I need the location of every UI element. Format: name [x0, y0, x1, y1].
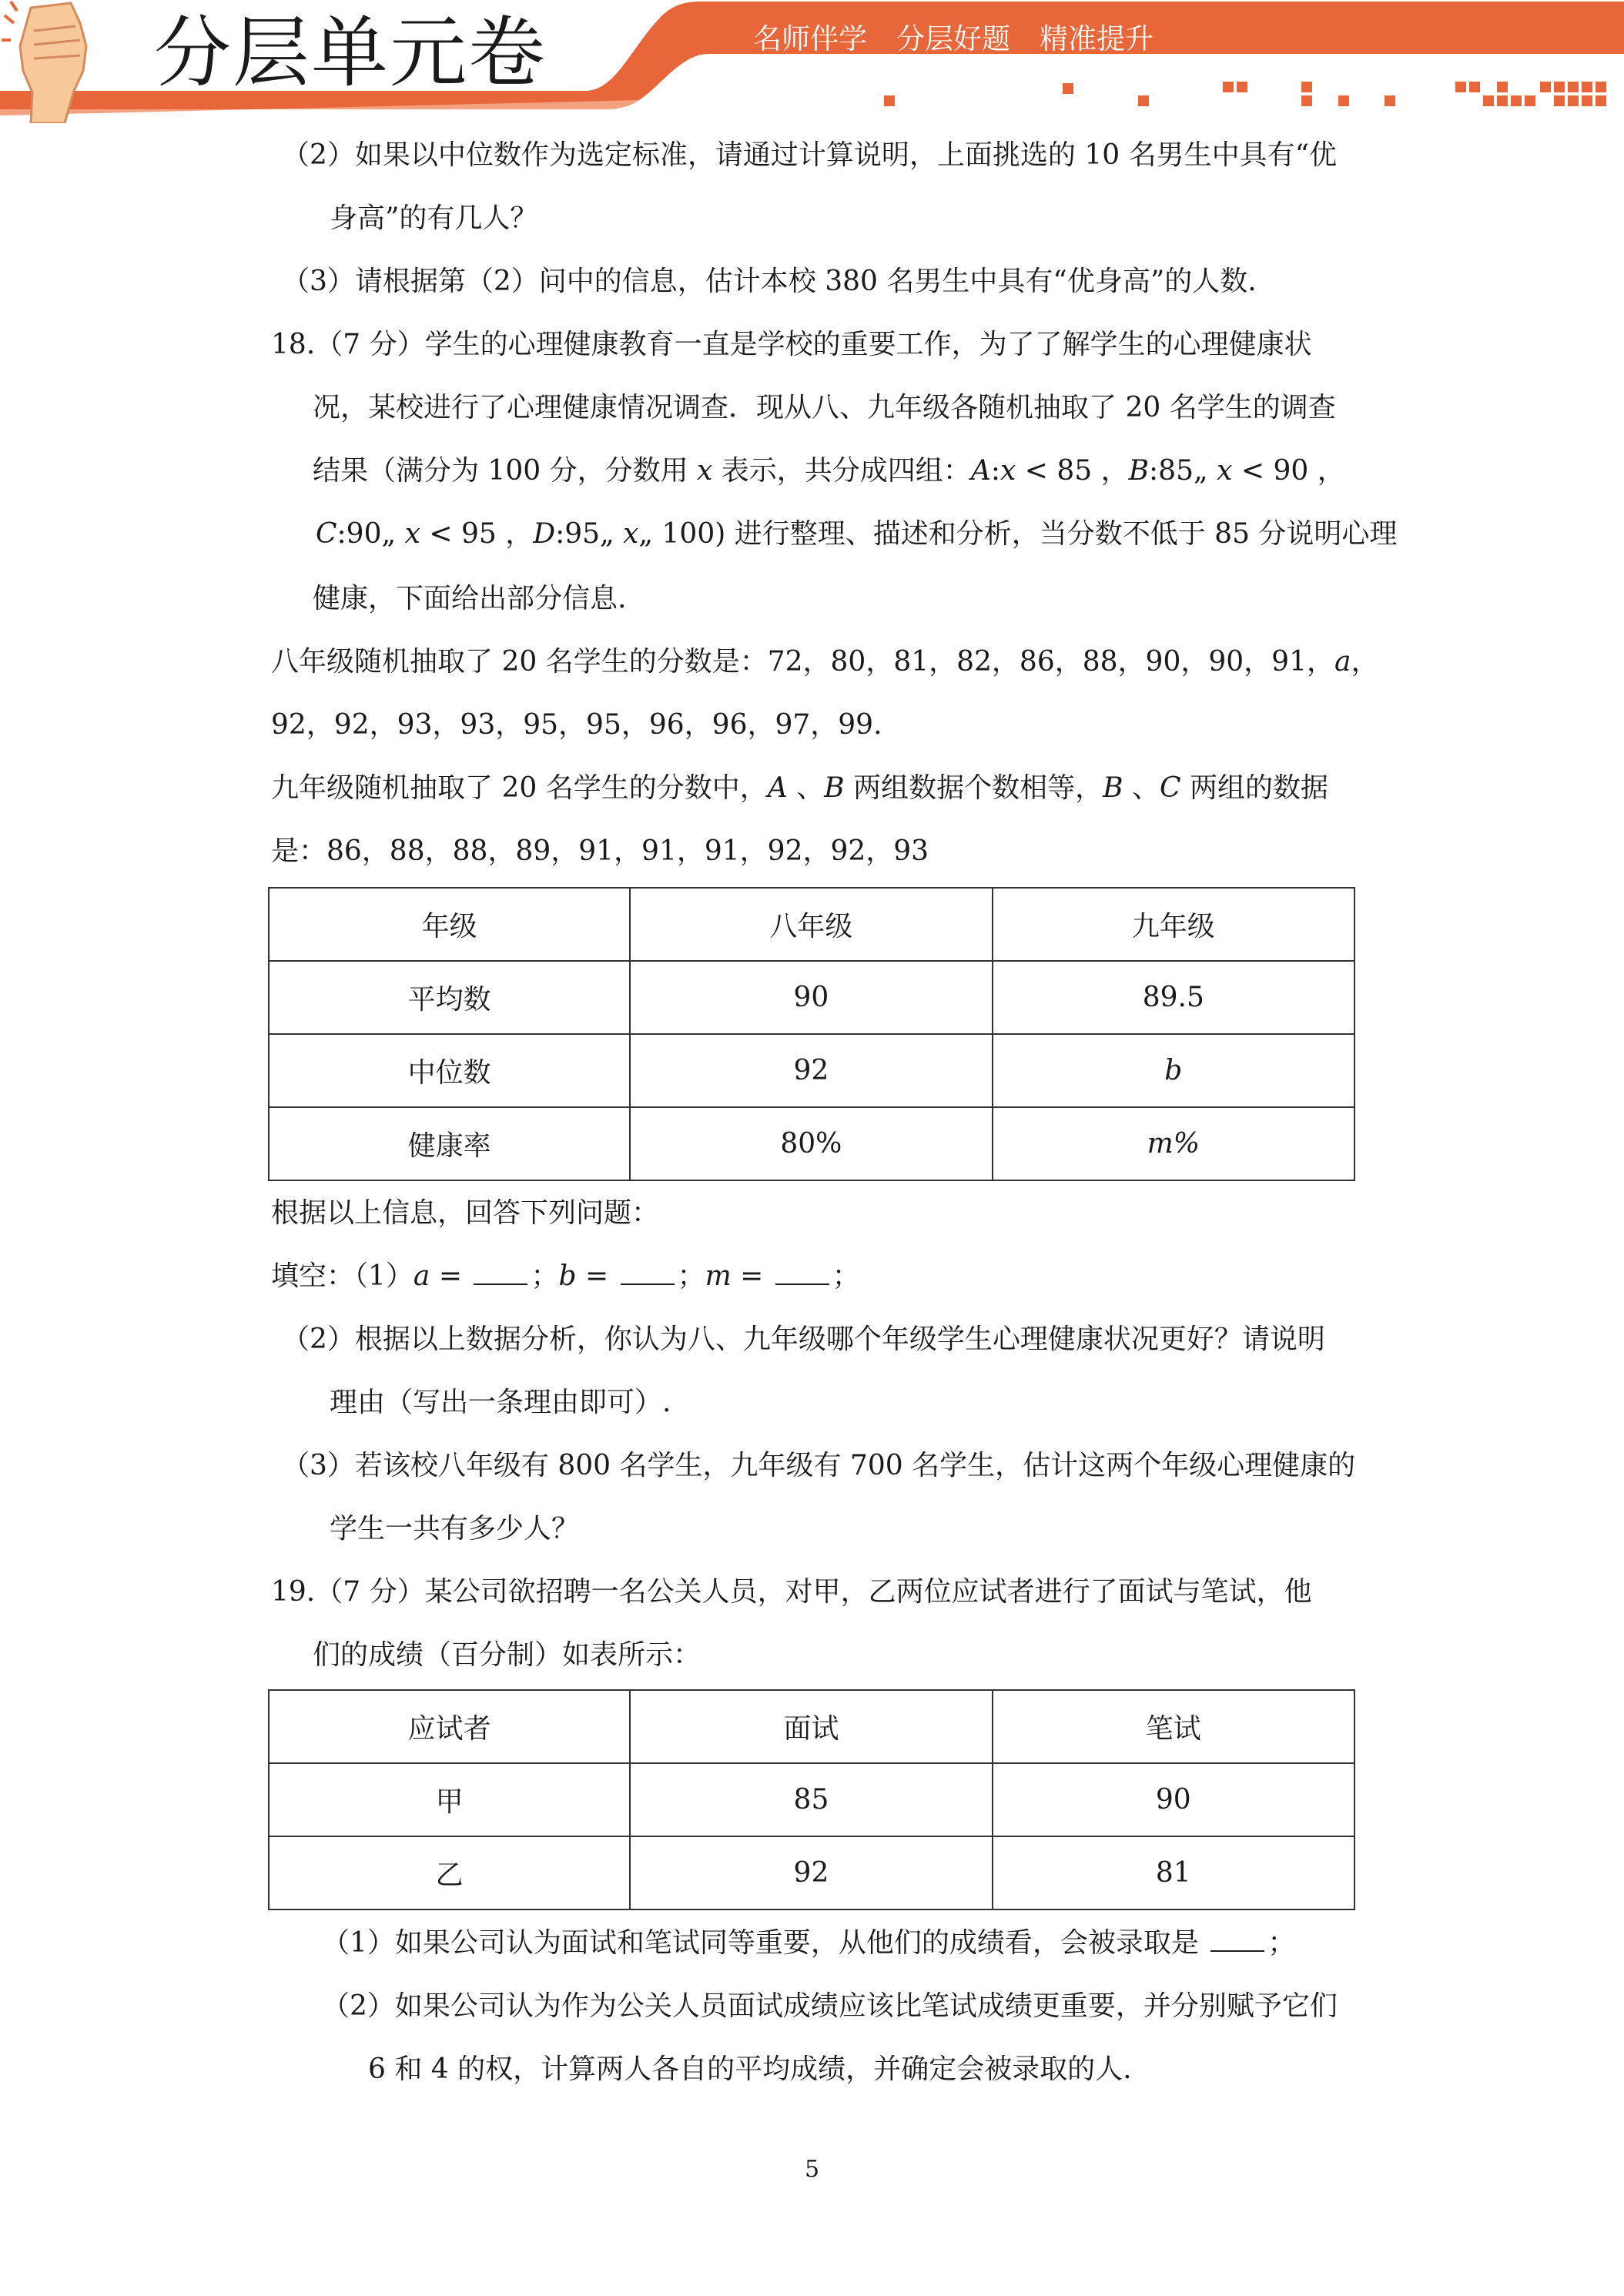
text: < 95 ，: [420, 518, 534, 550]
table-row: [269, 1034, 1354, 1107]
slogan-3: 精准提升: [1040, 22, 1154, 55]
text: :: [990, 455, 1000, 487]
table-cell: b: [993, 1034, 1354, 1107]
var-m: m: [705, 1260, 732, 1292]
q18-line1: 18.（7 分）学生的心理健康教育一直是学校的重要工作，为了了解学生的心理健康状: [271, 329, 1312, 360]
text: ；: [677, 1260, 705, 1292]
table-header-cell: 九年级: [993, 888, 1354, 961]
table-cell: 90: [993, 1763, 1354, 1836]
text: =: [430, 1260, 471, 1292]
table-cell: 健康率: [269, 1107, 630, 1180]
grade8-scores-line1: [271, 644, 1378, 681]
q18-line4: [316, 516, 1397, 553]
text: 两组数据个数相等，: [844, 772, 1103, 804]
var-x: x: [1217, 455, 1233, 487]
text: < 85 ，: [1016, 455, 1129, 487]
table-header-cell: 面试: [630, 1690, 992, 1763]
var-D: D: [533, 518, 556, 550]
table-cell: 85: [630, 1763, 992, 1836]
text: 八年级随机抽取了 20 名学生的分数是：72，80，81，82，86，88，90，90，91，: [271, 646, 1334, 678]
text: :95„: [555, 518, 624, 550]
table-header-cell: 应试者: [269, 1690, 630, 1763]
table-row: [269, 888, 1354, 961]
grade9-scores-line1: [271, 770, 1328, 807]
var-x: x: [623, 518, 639, 550]
text: 表示，共分成四组：: [712, 455, 971, 487]
text: 两组的数据: [1180, 772, 1328, 804]
q18-part2-line2: 理由（写出一条理由即可）.: [330, 1387, 671, 1418]
table-row: [269, 1690, 1354, 1763]
answer-blank[interactable]: [775, 1259, 829, 1285]
table-cell: 平均数: [269, 961, 630, 1034]
var-B: B: [824, 772, 845, 804]
table-cell: 92: [630, 1034, 992, 1107]
text: 、: [1123, 772, 1160, 804]
table-header-cell: 笔试: [993, 1690, 1354, 1763]
answer-blank[interactable]: [474, 1259, 527, 1285]
text: ；: [832, 1260, 860, 1292]
var-C: C: [316, 518, 337, 550]
table-cell: 乙: [269, 1836, 630, 1909]
var-b: b: [558, 1260, 577, 1292]
table-row: [269, 1763, 1354, 1836]
text: < 90 ，: [1232, 455, 1345, 487]
header-slogans: [753, 20, 1183, 59]
table-cell: 92: [630, 1836, 992, 1909]
slogan-1: 名师伴学: [753, 22, 867, 55]
text: :85„: [1149, 455, 1217, 487]
text: ，: [1351, 646, 1379, 678]
table-cell: 80%: [630, 1107, 992, 1180]
q18-part3-line2: 学生一共有多少人？: [330, 1513, 580, 1545]
grade9-scores-line2: 是：86，88，88，89，91，91，91，92，92，93: [271, 835, 929, 867]
answer-blank[interactable]: [1210, 1926, 1264, 1952]
q19-part2-line2: 6 和 4 的权，计算两人各自的平均成绩，并确定会被录取的人.: [368, 2053, 1132, 2085]
q18-line3: [313, 453, 1345, 490]
table-cell: 89.5: [993, 961, 1354, 1034]
table-row: [269, 1836, 1354, 1909]
var-B: B: [1128, 455, 1150, 487]
table-q19: [268, 1689, 1355, 1910]
text: ；: [1267, 1927, 1296, 1959]
q17-part2-line1: （2）如果以中位数作为选定标准，请通过计算说明，上面挑选的 10 名男生中具有“优: [282, 139, 1338, 171]
page-header: [0, 0, 1624, 123]
brand-title: 分层单元卷: [154, 8, 547, 98]
table-q18: [268, 887, 1355, 1181]
var-A: A: [767, 772, 788, 804]
text: 九年级随机抽取了 20 名学生的分数中，: [271, 772, 768, 804]
text: 填空：（1）: [271, 1260, 414, 1292]
page-number: 5: [804, 2156, 820, 2183]
table-cell: 中位数: [269, 1034, 630, 1107]
q18-line5: 健康，下面给出部分信息.: [313, 583, 627, 614]
q18-line2: 况，某校进行了心理健康情况调查．现从八、九年级各随机抽取了 20 名学生的调查: [313, 392, 1336, 423]
text: =: [731, 1260, 772, 1292]
text: =: [576, 1260, 618, 1292]
q18-prompt: 根据以上信息，回答下列问题：: [271, 1197, 660, 1229]
table-header-cell: 年级: [269, 888, 630, 961]
text: （1）如果公司认为面试和笔试同等重要，从他们的成绩看，会被录取是: [322, 1927, 1208, 1959]
text: ；: [531, 1260, 559, 1292]
q18-fill-blanks: [271, 1258, 860, 1295]
table-row: [269, 1107, 1354, 1180]
var-x: x: [697, 455, 713, 487]
table-row: [269, 961, 1354, 1034]
var-C: C: [1160, 772, 1181, 804]
q19-part1: [322, 1925, 1295, 1962]
table-cell: m%: [993, 1107, 1354, 1180]
text: 、: [787, 772, 825, 804]
answer-blank[interactable]: [621, 1259, 675, 1285]
table-cell: 81: [993, 1836, 1354, 1909]
var-x: x: [404, 518, 420, 550]
var-B: B: [1103, 772, 1123, 804]
var-a: a: [1334, 646, 1351, 678]
var-a: a: [413, 1260, 430, 1292]
text: :90„: [337, 518, 405, 550]
text: 结果（满分为 100 分，分数用: [313, 455, 698, 487]
var-A: A: [970, 455, 991, 487]
table-cell: 甲: [269, 1763, 630, 1836]
grade8-scores-line2: 92，92，93，93，95，95，96，96，97，99.: [271, 709, 882, 741]
slogan-2: 分层好题: [896, 22, 1010, 55]
table-header-cell: 八年级: [630, 888, 992, 961]
q18-part2-line1: （2）根据以上数据分析，你认为八、九年级哪个年级学生心理健康状况更好？请说明: [282, 1324, 1325, 1355]
table-cell: 90: [630, 961, 992, 1034]
q17-part3: （3）请根据第（2）问中的信息，估计本校 380 名男生中具有“优身高”的人数.: [282, 266, 1257, 297]
q19-line1: 19.（7 分）某公司欲招聘一名公关人员，对甲，乙两位应试者进行了面试与笔试，他: [271, 1576, 1312, 1608]
q18-part3-line1: （3）若该校八年级有 800 名学生，九年级有 700 名学生，估计这两个年级心理健康的: [282, 1450, 1356, 1481]
q17-part2-line2: 身高”的有几人？: [330, 202, 538, 234]
var-x: x: [1000, 455, 1016, 487]
q19-line2: 们的成绩（百分制）如表所示：: [313, 1639, 702, 1671]
q19-part2-line1: （2）如果公司认为作为公关人员面试成绩应该比笔试成绩更重要，并分别赋予它们: [322, 1990, 1338, 2022]
text: „ 100) 进行整理、描述和分析，当分数不低于 85 分说明心理: [638, 518, 1398, 550]
